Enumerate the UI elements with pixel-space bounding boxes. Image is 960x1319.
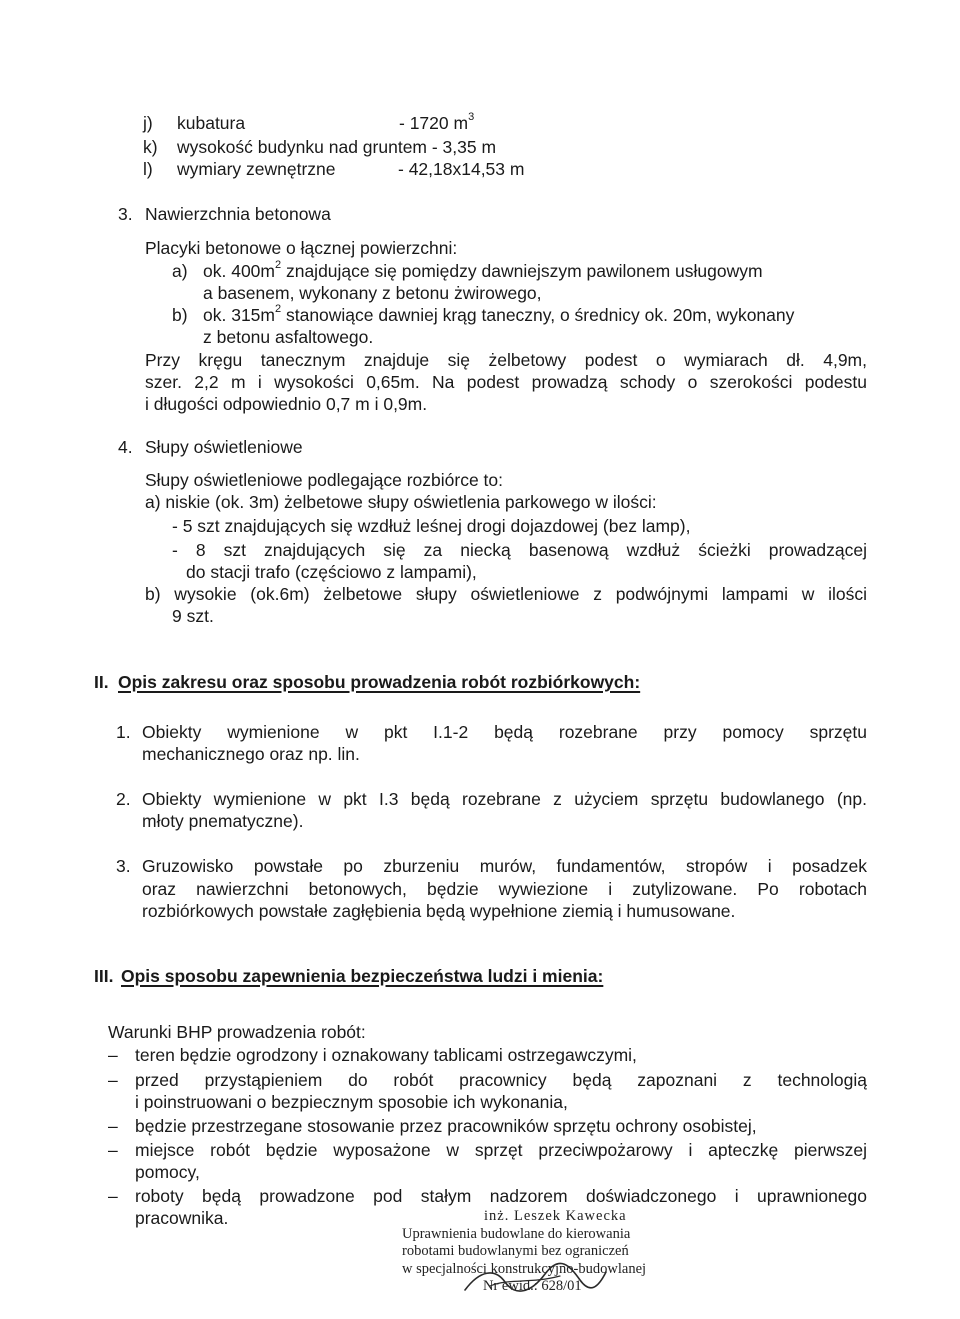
section-3-a-post: znajdujące się pomiędzy dawniejszym pawilonem usługowym: [281, 261, 763, 281]
bullet-1-text: teren będzie ogrodzony i oznakowany tablicami ostrzegawczymi,: [135, 1045, 637, 1065]
param-l-label: l): [143, 159, 153, 179]
section-3-b-sup: 2: [274, 303, 282, 316]
section-3-b-line1: [203, 305, 794, 326]
section-3-b-line2: z betonu asfaltowego.: [203, 327, 374, 347]
section-4-b-line: b) wysokie (ok.6m) żelbetowe słupy oświetleniowe z podwójnymi lampami w ilości: [145, 584, 867, 604]
param-l: [143, 159, 336, 180]
section-3-paragraph-line1: Przy kręgu tanecznym znajduje się żelbetowy podest o wymiarach dł. 4,9m,: [145, 350, 867, 370]
section-ii-item3-line1: Gruzowisko powstałe po zburzeniu murów, fundamentów, stropów i posadzek: [142, 856, 867, 876]
section-ii-item2-number: 2.: [116, 789, 131, 809]
stamp-line3: w specjalności konstrukcyjno-budowlanej: [402, 1260, 647, 1277]
section-3-b-pre: ok. 315m: [203, 305, 275, 325]
bullet-3-text: będzie przestrzegane stosowanie przez pracowników sprzętu ochrony osobistej,: [135, 1116, 757, 1136]
section-4-dash-2-cont: do stacji trafo (częściowo z lampami),: [186, 562, 477, 582]
param-j-label: j): [143, 113, 153, 133]
section-3-paragraph-line2: szer. 2,2 m i wysokości 0,65m. Na podest prowadzą schody o szerokości podestu: [145, 372, 867, 392]
section-3-a-sup: 2: [274, 259, 282, 272]
bullet-5-line2: pracownika.: [135, 1208, 229, 1228]
section-ii-item3-line3: rozbiórkowych powstałe zagłębienia będą wypełnione ziemią i humusowane.: [142, 901, 736, 921]
param-l-value: - 42,18x14,53 m: [398, 159, 525, 179]
section-3-a-line2: a basenem, wykonany z betonu żwirowego,: [203, 283, 542, 303]
section-ii-item1-line2: mechanicznego oraz np. lin.: [142, 744, 360, 764]
section-ii-item2-line2: młoty pnematyczne).: [142, 811, 304, 831]
param-j: [143, 113, 246, 134]
section-ii-item2-line1: Obiekty wymienione w pkt I.3 będą rozebrane z użyciem sprzętu budowlanego (np.: [142, 789, 867, 809]
section-4-number: 4.: [118, 437, 133, 457]
bullet-dash-1: –: [108, 1045, 118, 1065]
section-3-a-pre: ok. 400m: [203, 261, 275, 281]
section-4-intro: Słupy oświetleniowe podlegające rozbiórce to:: [145, 470, 503, 490]
bullet-4-line1: miejsce robót będzie wyposażone w sprzęt przeciwpożarowy i apteczkę pierwszej: [135, 1140, 867, 1160]
bullet-dash-4: –: [108, 1140, 118, 1160]
param-j-sup: 3: [468, 111, 475, 124]
stamp-line4: Nr ewid.: 628/01: [483, 1278, 582, 1294]
section-3-a-label: a): [172, 261, 188, 281]
section-3-paragraph-line3: i długości odpowiednio 0,7 m i 0,9m.: [145, 394, 428, 414]
section-iii-number: III.: [94, 966, 114, 986]
bullet-dash-5: –: [108, 1186, 118, 1206]
section-ii-title: Opis zakresu oraz sposobu prowadzenia robót rozbiórkowych:: [118, 672, 641, 692]
section-3-a-line1: [203, 261, 763, 282]
signature-icon: [460, 1260, 610, 1300]
section-4-dash-1: - 5 szt znajdujących się wzdłuż leśnej drogi dojazdowej (bez lamp),: [172, 516, 691, 536]
section-ii-number: II.: [94, 672, 109, 692]
param-k: [143, 137, 497, 158]
section-3-b-post: stanowiące dawniej krąg taneczny, o średnicy ok. 20m, wykonany: [281, 305, 795, 325]
stamp-line2: robotami budowlanymi bez ograniczeń: [402, 1243, 629, 1259]
param-j-value: [399, 113, 474, 134]
stamp-name: inż. Leszek Kawecka: [484, 1208, 627, 1224]
section-4-b-line2: 9 szt.: [172, 606, 214, 626]
section-3-b-label: b): [172, 305, 188, 325]
bullet-dash-2: –: [108, 1070, 118, 1090]
section-4-title: Słupy oświetleniowe: [145, 437, 303, 457]
section-4-dash-2: - 8 szt znajdujących się za niecką basenową wzdłuż ścieżki prowadzącej: [172, 540, 867, 560]
param-j-text: kubatura: [177, 113, 246, 133]
param-j-value-text: - 1720 m: [399, 113, 469, 133]
section-ii-item3-line2: oraz nawierzchni betonowych, będzie wywiezione i zutylizowane. Po robotach: [142, 879, 867, 899]
section-ii-item1-line1: Obiekty wymienione w pkt I.1-2 będą rozebrane przy pomocy sprzętu: [142, 722, 867, 742]
section-4-a-line: a) niskie (ok. 3m) żelbetowe słupy oświetlenia parkowego w ilości:: [145, 492, 657, 512]
section-3-number: 3.: [118, 204, 133, 224]
stamp-line1: Uprawnienia budowlane do kierowania: [402, 1225, 631, 1242]
bullet-2-line1: przed przystąpieniem do robót pracownicy będą zapoznani z technologią: [135, 1070, 867, 1090]
section-3-intro: Placyki betonowe o łącznej powierzchni:: [145, 238, 458, 258]
section-iii-intro: Warunki BHP prowadzenia robót:: [108, 1022, 366, 1042]
bullet-dash-3: –: [108, 1116, 118, 1136]
param-k-label: k): [143, 137, 158, 157]
section-ii-item3-number: 3.: [116, 856, 131, 876]
section-iii-title: Opis sposobu zapewnienia bezpieczeństwa ludzi i mienia:: [121, 966, 604, 986]
bullet-2-line2: i poinstruowani o bezpiecznym sposobie ich wykonania,: [135, 1092, 568, 1112]
bullet-5-line1: roboty będą prowadzone pod stałym nadzorem doświadczonego i uprawnionego: [135, 1186, 867, 1206]
bullet-4-line2: pomocy,: [135, 1162, 200, 1182]
section-ii-item1-number: 1.: [116, 722, 131, 742]
param-k-text: wysokość budynku nad gruntem - 3,35 m: [177, 137, 497, 157]
section-3-title: Nawierzchnia betonowa: [145, 204, 331, 224]
param-l-text: wymiary zewnętrzne: [177, 159, 336, 179]
